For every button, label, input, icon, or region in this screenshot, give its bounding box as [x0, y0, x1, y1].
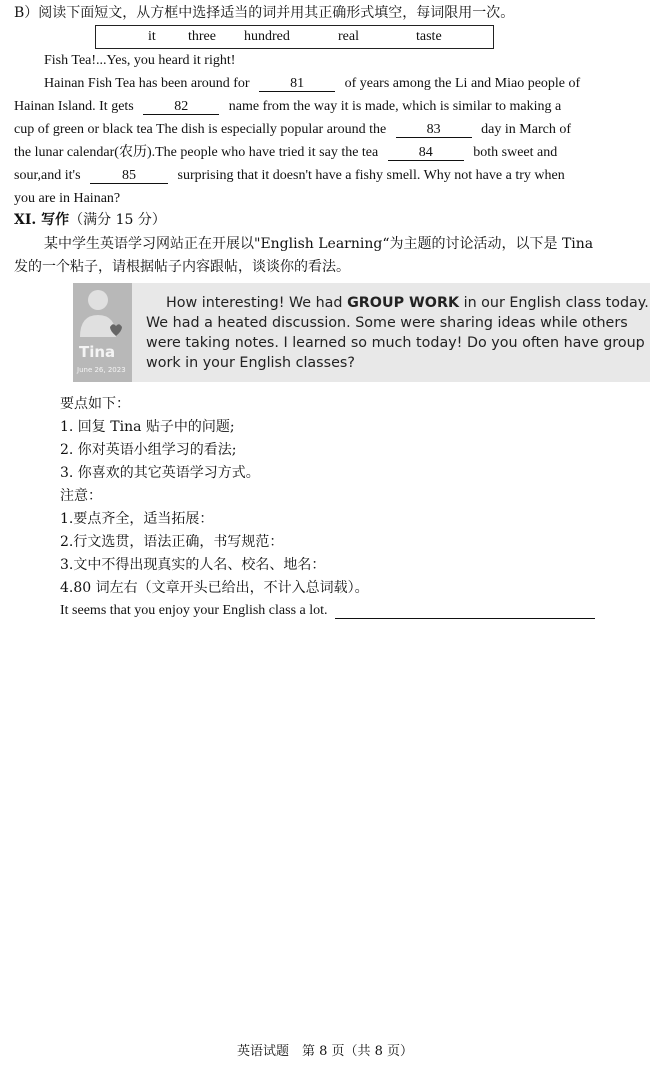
- section-b-instruction: B）阅读下面短文，从方框中选择适当的词并用其正确形式填空，每词限用一次。: [14, 5, 515, 21]
- writing-intro-1: 某中学生英语学习网站正在开展以"English Learning“为主题的讨论活动，以下是 Tina: [44, 236, 594, 252]
- page-footer: 英语试题 第 8 页（共 8 页）: [236, 1044, 414, 1059]
- point-3: 3. 你喜欢的其它英语学习方式。: [60, 465, 260, 481]
- point-2: 2. 你对英语小组学习的看法;: [60, 442, 237, 458]
- forum-post: [73, 283, 650, 382]
- writing-answer-line[interactable]: [335, 603, 595, 619]
- notes-title: 注意：: [60, 488, 102, 504]
- blank-82[interactable]: 82: [143, 99, 219, 115]
- word-box: [95, 25, 494, 49]
- avatar: [73, 283, 132, 382]
- post-line-2: We had a heated discussion. Some were sharing ideas while others: [146, 315, 628, 331]
- blank-84[interactable]: 84: [388, 145, 464, 161]
- blank-81[interactable]: 81: [259, 76, 335, 92]
- blank-85[interactable]: 85: [90, 168, 168, 184]
- word-option: it: [148, 29, 156, 44]
- post-text: [146, 293, 649, 373]
- passage-line-6: sour,and it's 85 surprising that it doesn't have a fishy smell. Why not have a try when: [14, 168, 565, 183]
- passage-line-1: Fish Tea!...Yes, you heard it right!: [44, 53, 236, 68]
- writing-opening: It seems that you enjoy your English class a lot.: [60, 602, 595, 620]
- writing-intro-2: 发的一个粘子，请根据帖子内容跟帖，谈谈你的看法。: [14, 259, 350, 275]
- point-1: 1. 回复 Tina 贴子中的问题;: [60, 419, 235, 435]
- post-line-4: work in your English classes?: [146, 355, 355, 371]
- note-2: 2.行文选贯，语法正确，书写规范：: [60, 534, 284, 550]
- note-1: 1.要点齐全，适当拓展：: [60, 511, 214, 527]
- post-date: June 26, 2023: [77, 366, 126, 374]
- section-xi-heading: XI. 写作（满分 15 分）: [14, 212, 166, 228]
- post-line-1: How interesting! We had GROUP WORK in our English class today.: [166, 295, 649, 311]
- passage-line-7: you are in Hainan?: [14, 191, 121, 206]
- passage-line-2: Hainan Fish Tea has been around for 81 of years among the Li and Miao people of: [44, 76, 581, 91]
- word-option: three: [188, 29, 216, 44]
- passage-line-5: the lunar calendar(农历).The people who have tried it say the tea 84 both sweet and: [14, 145, 558, 160]
- post-line-3: were taking notes. I learned so much today! Do you often have group: [146, 335, 645, 351]
- points-title: 要点如下：: [60, 396, 130, 412]
- post-author: Tina: [79, 343, 116, 361]
- passage-line-4: cup of green or black tea The dish is especially popular around the 83 day in March of: [14, 122, 571, 137]
- word-option: real: [338, 29, 359, 44]
- word-option: hundred: [244, 29, 290, 44]
- passage-line-3: Hainan Island. It gets 82 name from the way it is made, which is similar to making a: [14, 99, 562, 114]
- note-3: 3.文中不得出现真实的人名、校名、地名：: [60, 557, 326, 573]
- blank-83[interactable]: 83: [396, 122, 472, 138]
- note-4: 4.80 词左右（文章开头已给出，不计入总词载）。: [60, 580, 369, 596]
- word-option: taste: [416, 29, 442, 44]
